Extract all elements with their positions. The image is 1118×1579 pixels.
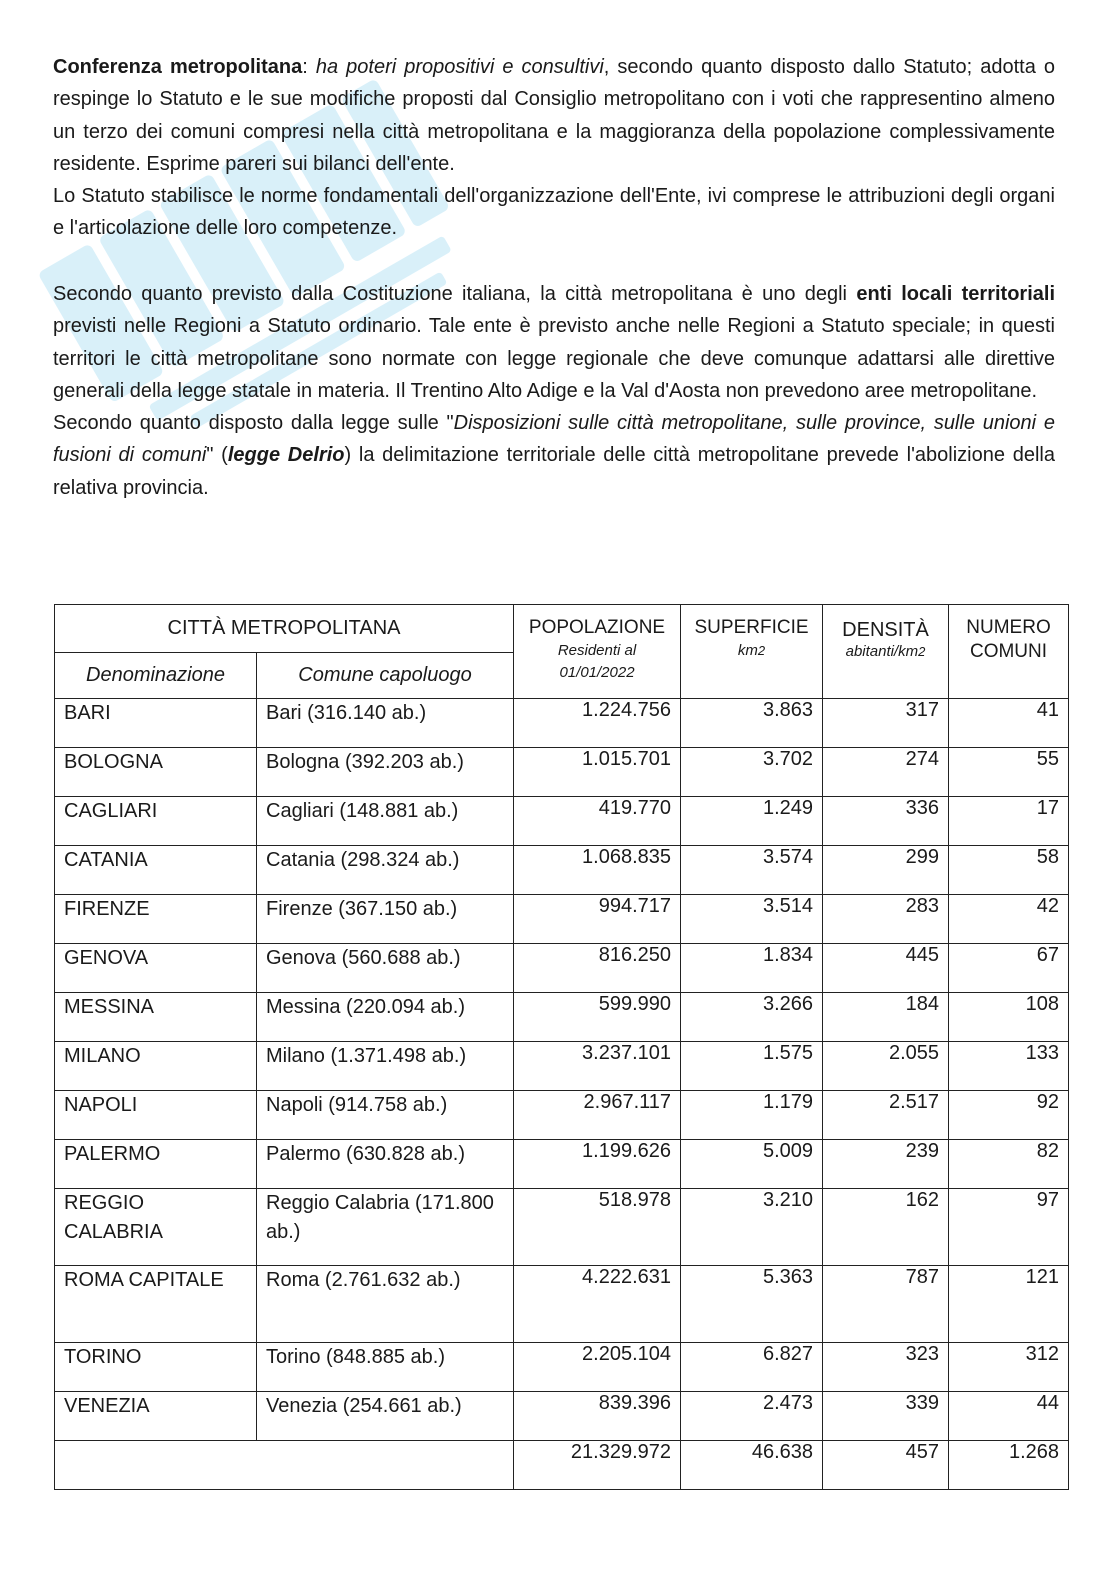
paragraph-conferenza: Conferenza metropolitana: ha poteri propositivi e consultivi, secondo quanto disposto dallo Statuto; adotta o respinge lo Statuto e le sue modifiche proposti dal Consiglio metropolitano con i voti che rappresentino almeno un terzo dei comuni compresi nella città metropolitana e la maggioranza della popolazione complessivamente residente. Esprime pareri sui bilanci dell'ente. [53, 56, 1055, 175]
cell-densita: 323 [823, 1343, 949, 1392]
cell-capoluogo: Cagliari (148.881 ab.) [257, 797, 514, 846]
cell-name: FIRENZE [55, 895, 257, 944]
italic-poteri: ha poteri propositivi e consultivi [315, 56, 604, 78]
cell-popolazione: 1.068.835 [514, 846, 681, 895]
cell-name: CATANIA [55, 846, 257, 895]
header-superficie: SUPERFICIE km2 [681, 605, 823, 699]
cell-densita: 274 [823, 748, 949, 797]
cell-superficie: 3.574 [681, 846, 823, 895]
table-row [55, 1189, 1069, 1266]
cell-densita: 787 [823, 1266, 949, 1343]
italic-disposizioni: Disposizioni sulle città metropolitane, sulle province, sulle unioni e fusioni di comuni [53, 412, 1055, 467]
cell-densita: 2.055 [823, 1042, 949, 1091]
cell-densita: 299 [823, 846, 949, 895]
cell-superficie: 3.210 [681, 1189, 823, 1266]
cell-capoluogo: Bologna (392.203 ab.) [257, 748, 514, 797]
cell-capoluogo: Milano (1.371.498 ab.) [257, 1042, 514, 1091]
cell-densita: 336 [823, 797, 949, 846]
cell-name: CAGLIARI [55, 797, 257, 846]
cell-comuni: 17 [949, 797, 1069, 846]
metro-cities-table [54, 604, 1069, 1490]
total-comuni: 1.268 [949, 1441, 1069, 1490]
cell-comuni: 42 [949, 895, 1069, 944]
cell-superficie: 3.702 [681, 748, 823, 797]
cell-comuni: 44 [949, 1392, 1069, 1441]
cell-name: NAPOLI [55, 1091, 257, 1140]
cell-comuni: 108 [949, 993, 1069, 1042]
cell-superficie: 3.863 [681, 699, 823, 748]
table-row [55, 1343, 1069, 1392]
table-row [55, 944, 1069, 993]
cell-comuni: 82 [949, 1140, 1069, 1189]
cell-comuni: 121 [949, 1266, 1069, 1343]
table-row [55, 1091, 1069, 1140]
total-popolazione: 21.329.972 [514, 1441, 681, 1490]
cell-popolazione: 599.990 [514, 993, 681, 1042]
table-row [55, 1140, 1069, 1189]
cell-superficie: 5.009 [681, 1140, 823, 1189]
cell-name: VENEZIA [55, 1392, 257, 1441]
cell-superficie: 3.266 [681, 993, 823, 1042]
header-citta-metropolitana: CITTÀ METROPOLITANA [55, 605, 514, 653]
term-conferenza: Conferenza metropolitana [53, 56, 303, 78]
cell-capoluogo: Napoli (914.758 ab.) [257, 1091, 514, 1140]
cell-capoluogo: Messina (220.094 ab.) [257, 993, 514, 1042]
cell-name: BOLOGNA [55, 748, 257, 797]
table-row [55, 699, 1069, 748]
cell-name: TORINO [55, 1343, 257, 1392]
cell-densita: 184 [823, 993, 949, 1042]
cell-comuni: 67 [949, 944, 1069, 993]
cell-comuni: 312 [949, 1343, 1069, 1392]
cell-capoluogo: Bari (316.140 ab.) [257, 699, 514, 748]
cell-superficie: 1.575 [681, 1042, 823, 1091]
cell-capoluogo: Torino (848.885 ab.) [257, 1343, 514, 1392]
cell-popolazione: 419.770 [514, 797, 681, 846]
table-row [55, 1392, 1069, 1441]
total-superficie: 46.638 [681, 1441, 823, 1490]
table-row [55, 797, 1069, 846]
table-row [55, 895, 1069, 944]
total-densita: 457 [823, 1441, 949, 1490]
cell-name: REGGIO CALABRIA [55, 1189, 257, 1266]
cell-densita: 239 [823, 1140, 949, 1189]
header-denominazione: Denominazione [55, 653, 257, 699]
cell-densita: 283 [823, 895, 949, 944]
cell-popolazione: 4.222.631 [514, 1266, 681, 1343]
header-comune-capoluogo: Comune capoluogo [257, 653, 514, 699]
cell-name: ROMA CAPITALE [55, 1266, 257, 1343]
cell-superficie: 6.827 [681, 1343, 823, 1392]
cell-popolazione: 3.237.101 [514, 1042, 681, 1091]
header-densita: DENSITÀ abitanti/km2 [823, 605, 949, 699]
cell-superficie: 1.834 [681, 944, 823, 993]
cell-popolazione: 1.015.701 [514, 748, 681, 797]
cell-comuni: 92 [949, 1091, 1069, 1140]
paragraph-statuto: Lo Statuto stabilisce le norme fondamentali dell'organizzazione dell'Ente, ivi comprese le attribuzioni degli organi e l'articolazione delle loro competenze. [53, 185, 1055, 240]
term-legge-delrio: legge Delrio [227, 444, 345, 467]
cell-capoluogo: Palermo (630.828 ab.) [257, 1140, 514, 1189]
header-popolazione: POPOLAZIONE Residenti al 01/01/2022 [514, 605, 681, 699]
cell-capoluogo: Roma (2.761.632 ab.) [257, 1266, 514, 1343]
paragraph-delrio: Secondo quanto disposto dalla legge sulle "Disposizioni sulle città metropolitane, sulle province, sulle unioni e fusioni di comuni" (legge Delrio) la delimitazione territoriale delle città metropolitane prevede l'abolizione della relativa provincia. [53, 412, 1055, 499]
cell-popolazione: 518.978 [514, 1189, 681, 1266]
term-enti-locali: enti locali territoriali [856, 283, 1055, 305]
cell-densita: 162 [823, 1189, 949, 1266]
cell-name: PALERMO [55, 1140, 257, 1189]
cell-comuni: 55 [949, 748, 1069, 797]
cell-superficie: 5.363 [681, 1266, 823, 1343]
totals-row [55, 1441, 1069, 1490]
cell-capoluogo: Catania (298.324 ab.) [257, 846, 514, 895]
cell-popolazione: 2.967.117 [514, 1091, 681, 1140]
table-row [55, 1042, 1069, 1091]
cell-densita: 445 [823, 944, 949, 993]
cell-name: MILANO [55, 1042, 257, 1091]
cell-capoluogo: Reggio Calabria (171.800 ab.) [257, 1189, 514, 1266]
cell-comuni: 41 [949, 699, 1069, 748]
header-numero-comuni: NUMERO COMUNI [949, 605, 1069, 699]
cell-comuni: 133 [949, 1042, 1069, 1091]
table-row [55, 748, 1069, 797]
table-row [55, 1266, 1069, 1343]
cell-superficie: 1.249 [681, 797, 823, 846]
table-row [55, 993, 1069, 1042]
cell-name: BARI [55, 699, 257, 748]
cell-comuni: 58 [949, 846, 1069, 895]
intro-block [53, 51, 1055, 245]
cell-capoluogo: Venezia (254.661 ab.) [257, 1392, 514, 1441]
cell-name: GENOVA [55, 944, 257, 993]
cell-popolazione: 839.396 [514, 1392, 681, 1441]
cell-superficie: 3.514 [681, 895, 823, 944]
cell-densita: 339 [823, 1392, 949, 1441]
cell-popolazione: 1.224.756 [514, 699, 681, 748]
cell-popolazione: 994.717 [514, 895, 681, 944]
paragraph-costituzione: Secondo quanto previsto dalla Costituzione italiana, la città metropolitana è uno degli enti locali territoriali previsti nelle Regioni a Statuto ordinario. Tale ente è previsto anche nelle Regioni a Statuto speciale; in questi territori le città metropolitane sono normate con legge regionale che deve comunque adattarsi alle direttive generali della legge statale in materia. Il Trentino Alto Adige e la Val d'Aosta non prevedono aree metropolitane. [53, 283, 1055, 402]
cell-superficie: 2.473 [681, 1392, 823, 1441]
cell-popolazione: 1.199.626 [514, 1140, 681, 1189]
cell-capoluogo: Firenze (367.150 ab.) [257, 895, 514, 944]
cell-densita: 2.517 [823, 1091, 949, 1140]
cell-popolazione: 816.250 [514, 944, 681, 993]
cell-capoluogo: Genova (560.688 ab.) [257, 944, 514, 993]
cell-comuni: 97 [949, 1189, 1069, 1266]
cell-name: MESSINA [55, 993, 257, 1042]
cell-popolazione: 2.205.104 [514, 1343, 681, 1392]
table-row [55, 846, 1069, 895]
costituzione-block [53, 278, 1055, 504]
cell-superficie: 1.179 [681, 1091, 823, 1140]
cell-densita: 317 [823, 699, 949, 748]
